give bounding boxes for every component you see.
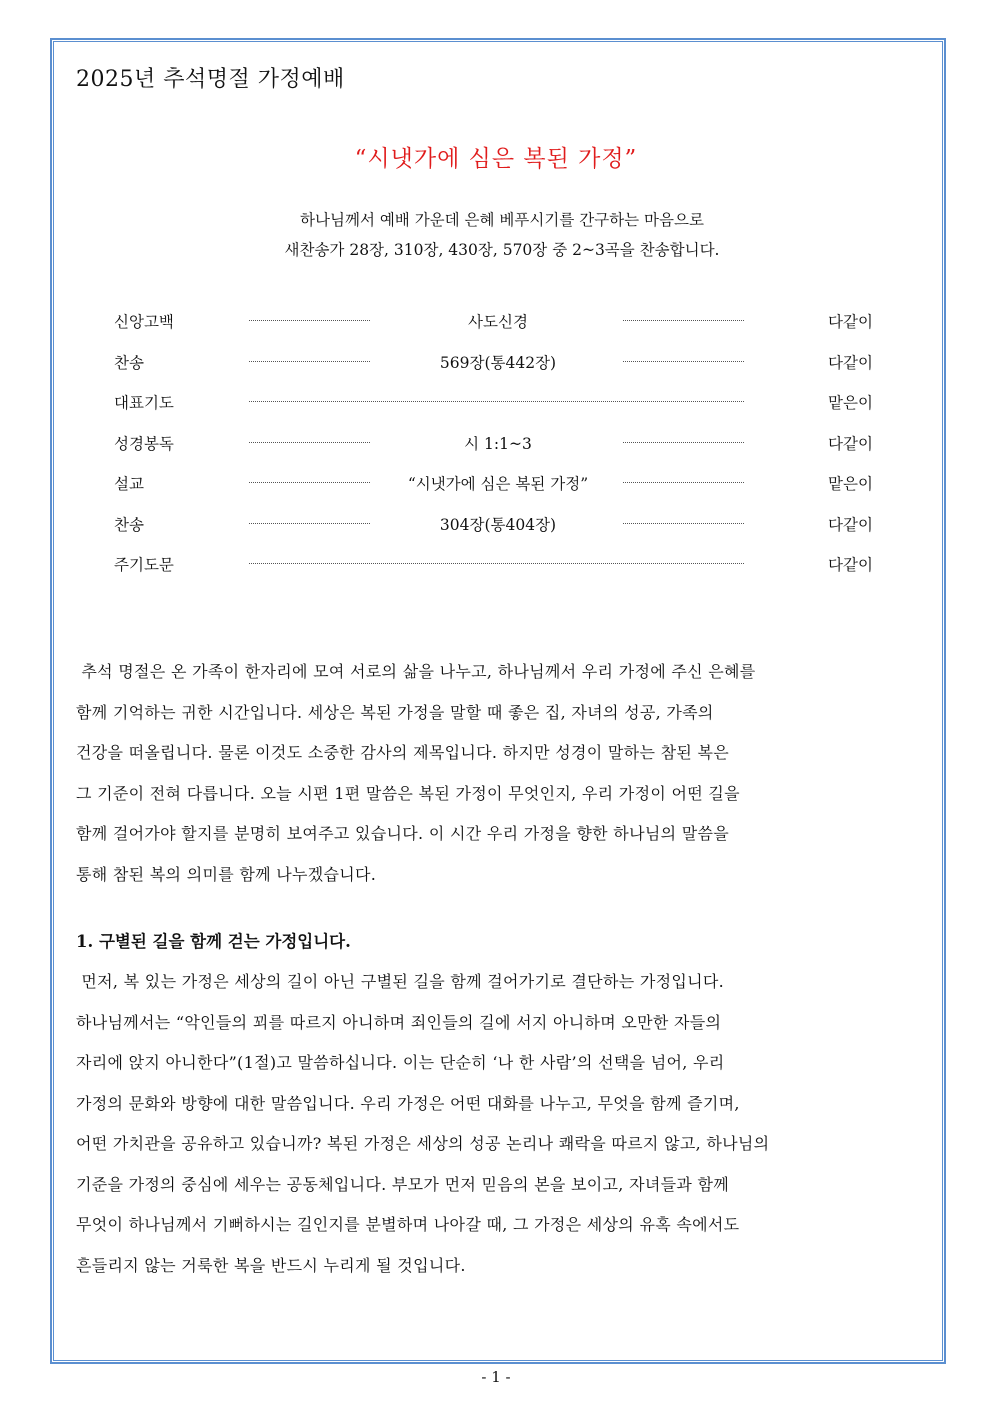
leader-dots bbox=[623, 361, 744, 362]
order-row-prayer bbox=[0, 391, 992, 415]
order-label: 주기도문 bbox=[114, 556, 174, 574]
order-row-hymn-2 bbox=[0, 513, 992, 537]
order-label: 성경봉독 bbox=[114, 435, 174, 453]
order-detail: 시 1:1~3 bbox=[464, 435, 532, 453]
paragraph-line: 통해 참된 복의 의미를 함께 나누겠습니다. bbox=[76, 864, 377, 884]
order-responsible: 다같이 bbox=[828, 516, 873, 534]
paragraph-line: 기준을 가정의 중심에 세우는 공동체입니다. 부모가 먼저 믿음의 본을 보이고, 자녀들과 함께 bbox=[76, 1174, 729, 1194]
intro-paragraph bbox=[76, 652, 921, 895]
leader-dots bbox=[623, 523, 744, 524]
paragraph-line: 어떤 가치관을 공유하고 있습니까? 복된 가정은 세상의 성공 논리나 쾌락을 따르지 않고, 하나님의 bbox=[76, 1134, 770, 1153]
page-number: - 1 - bbox=[481, 1368, 511, 1386]
order-responsible: 다같이 bbox=[828, 435, 873, 453]
paragraph-line: 함께 걸어가야 할지를 분명히 보여주고 있습니다. 이 시간 우리 가정을 향한 하나님의 말씀을 bbox=[76, 824, 729, 843]
paragraph-line: 추석 명절은 온 가족이 한자리에 모여 서로의 삶을 나누고, 하나님께서 우리 가정에 주신 은혜를 bbox=[76, 662, 756, 681]
section-1-heading: 1. 구별된 길을 함께 걷는 가정입니다. bbox=[76, 932, 351, 951]
order-row-sermon bbox=[0, 472, 992, 496]
service-title: “시냇가에 심은 복된 가정” bbox=[354, 146, 638, 172]
order-row-hymn-1 bbox=[0, 351, 992, 375]
order-detail: 304장(통404장) bbox=[439, 516, 557, 534]
intro-line-2: 새찬송가 28장, 310장, 430장, 570장 중 2~3곡을 찬송합니다. bbox=[284, 241, 720, 259]
paragraph-line: 먼저, 복 있는 가정은 세상의 길이 아닌 구별된 길을 함께 걸어가기로 결단하는 가정입니다. bbox=[76, 972, 725, 991]
order-detail: 569장(통442장) bbox=[439, 354, 557, 372]
leader-dots bbox=[249, 361, 370, 362]
paragraph-line: 흔들리지 않는 거룩한 복을 반드시 누리게 될 것입니다. bbox=[76, 1255, 466, 1275]
leader-dots bbox=[249, 563, 744, 564]
order-label: 설교 bbox=[114, 475, 144, 493]
paragraph-line: 무엇이 하나님께서 기뻐하시는 길인지를 분별하며 나아갈 때, 그 가정은 세상의 유혹 속에서도 bbox=[76, 1215, 740, 1234]
intro-line-1: 하나님께서 예배 가운데 은혜 베푸시기를 간구하는 마음으로 bbox=[300, 211, 704, 229]
paragraph-line: 하나님께서는 “악인들의 꾀를 따르지 아니하며 죄인들의 길에 서지 아니하며 오만한 자들의 bbox=[76, 1012, 722, 1032]
leader-dots bbox=[623, 442, 744, 443]
paragraph-line: 자리에 앉지 아니한다”(1절)고 말씀하십니다. 이는 단순히 ‘나 한 사람’의 선택을 넘어, 우리 bbox=[76, 1053, 725, 1072]
order-responsible: 다같이 bbox=[828, 556, 873, 574]
paragraph-line: 건강을 떠올립니다. 물론 이것도 소중한 감사의 제목입니다. 하지만 성경이 말하는 참된 복은 bbox=[76, 743, 729, 762]
order-responsible: 맡은이 bbox=[828, 394, 873, 412]
leader-dots bbox=[249, 523, 370, 524]
paragraph-line: 그 기준이 전혀 다릅니다. 오늘 시편 1편 말씀은 복된 가정이 무엇인지, 우리 가정이 어떤 길을 bbox=[76, 783, 740, 803]
order-label: 찬송 bbox=[114, 354, 144, 372]
paragraph-line: 함께 기억하는 귀한 시간입니다. 세상은 복된 가정을 말할 때 좋은 집, 자녀의 성공, 가족의 bbox=[76, 702, 714, 722]
paragraph-line: 가정의 문화와 방향에 대한 말씀입니다. 우리 가정은 어떤 대화를 나누고, 무엇을 함께 즐기며, bbox=[76, 1093, 740, 1113]
order-detail: 사도신경 bbox=[468, 313, 528, 331]
section-1-body bbox=[76, 962, 921, 1286]
leader-dots bbox=[249, 401, 744, 402]
order-responsible: 다같이 bbox=[828, 354, 873, 372]
order-label: 찬송 bbox=[114, 516, 144, 534]
order-row-creed bbox=[0, 310, 992, 334]
leader-dots bbox=[249, 320, 370, 321]
order-row-scripture bbox=[0, 432, 992, 456]
order-row-lords-prayer bbox=[0, 553, 992, 577]
order-label: 대표기도 bbox=[114, 394, 174, 412]
document-header-title: 2025년 추석명절 가정예배 bbox=[76, 67, 345, 92]
leader-dots bbox=[249, 482, 370, 483]
leader-dots bbox=[623, 320, 744, 321]
order-label: 신앙고백 bbox=[114, 313, 174, 331]
order-responsible: 맡은이 bbox=[828, 475, 873, 493]
leader-dots bbox=[623, 482, 744, 483]
order-responsible: 다같이 bbox=[828, 313, 873, 331]
leader-dots bbox=[249, 442, 370, 443]
order-detail: “시냇가에 심은 복된 가정” bbox=[407, 475, 589, 493]
